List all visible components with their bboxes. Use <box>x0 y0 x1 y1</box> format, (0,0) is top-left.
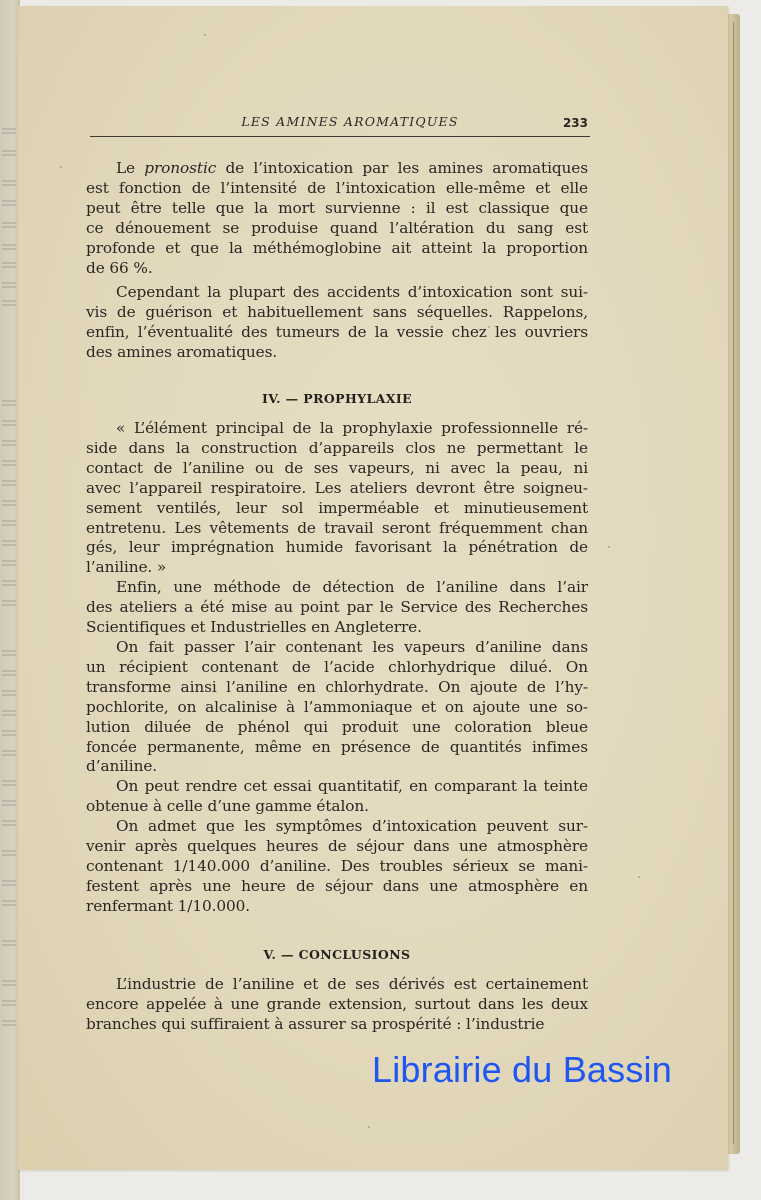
text-line: peut être telle que la mort survienne : il est classique que <box>86 198 588 217</box>
text-line: profonde et que la méthémoglobine ait atteint la proportion <box>86 238 588 257</box>
paper-speck <box>60 166 62 168</box>
paper-speck <box>638 876 640 878</box>
previous-page-text-fragment <box>2 420 16 428</box>
paragraph <box>86 638 588 777</box>
previous-page-text-fragment <box>2 440 16 448</box>
text-line: Enfin, une méthode de détection de l’aniline dans l’air <box>116 578 588 597</box>
paragraph <box>86 419 588 578</box>
text-line: renfermant 1/10.000. <box>86 896 251 915</box>
text-line: des ateliers a été mise au point par le Service des Recherches <box>86 598 588 617</box>
text-line: est fonction de l’intensité de l’intoxication elle-même et elle <box>86 178 588 197</box>
paper-speck <box>608 546 610 548</box>
text-line: contenant 1/140.000 d’aniline. Des troubles sérieux se mani- <box>86 856 588 875</box>
previous-page-text-fragment <box>2 460 16 468</box>
text-line: branches qui suffiraient à assurer sa prospérité : l’industrie <box>86 1014 545 1033</box>
text-run: de l’intoxication par les amines aromatiques <box>216 159 589 177</box>
text-line: venir après quelques heures de séjour dans une atmosphère <box>86 837 588 856</box>
previous-page-text-fragment <box>2 244 16 252</box>
previous-page-text-fragment <box>2 1000 16 1008</box>
text-line: avec l’appareil respiratoire. Les ateliers devront être soigneu- <box>86 478 588 497</box>
previous-page-text-fragment <box>2 128 16 136</box>
paragraph <box>86 975 588 1035</box>
text-line <box>86 159 588 179</box>
section-heading-conclusions: V. — CONCLUSIONS <box>263 947 411 962</box>
text-line: foncée permanente, même en présence de quantités infimes <box>86 737 588 756</box>
text-run: Le <box>116 159 145 177</box>
watermark-text: Librairie du Bassin <box>372 1049 672 1090</box>
previous-page-text-fragment <box>2 780 16 788</box>
text-line: gés, leur imprégnation humide favorisant la pénétration de <box>86 538 588 557</box>
text-line: vis de guérison et habituellement sans séquelles. Rappelons, <box>86 303 588 322</box>
section-heading-prophylaxie: IV. — PROPHYLAXIE <box>261 391 413 406</box>
previous-page-edge <box>0 0 20 1200</box>
text-line: d’aniline. <box>86 757 158 776</box>
previous-page-text-fragment <box>2 500 16 508</box>
previous-page-text-fragment <box>2 1020 16 1028</box>
text-line: On fait passer l’air contenant les vapeurs d’aniline dans <box>116 637 588 656</box>
text-line: transforme ainsi l’aniline en chlorhydrate. On ajoute de l’hy- <box>86 677 588 696</box>
previous-page-text-fragment <box>2 710 16 718</box>
text-line: Cependant la plupart des accidents d’intoxication sont sui- <box>116 283 588 302</box>
previous-page-text-fragment <box>2 560 16 568</box>
text-line: encore appelée à une grande extension, surtout dans les deux <box>86 994 588 1013</box>
previous-page-text-fragment <box>2 850 16 858</box>
previous-page-text-fragment <box>2 800 16 808</box>
previous-page-text-fragment <box>2 540 16 548</box>
previous-page-text-fragment <box>2 750 16 758</box>
previous-page-text-fragment <box>2 262 16 270</box>
previous-page-text-fragment <box>2 150 16 158</box>
text-line: On peut rendre cet essai quantitatif, en comparant la teinte <box>116 777 588 796</box>
paragraph <box>86 159 588 278</box>
previous-page-text-fragment <box>2 300 16 308</box>
previous-page-text-fragment <box>2 222 16 230</box>
text-line: obtenue à celle d’une gamme étalon. <box>86 797 369 816</box>
text-line: l’aniline. » <box>86 558 167 577</box>
paragraph <box>86 578 588 638</box>
paper-speck <box>368 1126 370 1128</box>
text-line: On admet que les symptômes d’intoxication peuvent sur- <box>116 817 588 836</box>
previous-page-text-fragment <box>2 670 16 678</box>
previous-page-text-fragment <box>2 580 16 588</box>
previous-page-text-fragment <box>2 180 16 188</box>
text-line: contact de l’aniline ou de ses vapeurs, ni avec la peau, ni <box>86 458 588 477</box>
text-line: L’industrie de l’aniline et de ses dérivés est certainement <box>116 975 588 993</box>
running-title: LES AMINES AROMATIQUES <box>241 114 459 129</box>
running-head <box>90 110 590 137</box>
page-number: 233 <box>562 116 588 130</box>
previous-page-text-fragment <box>2 400 16 408</box>
paragraph <box>86 817 588 917</box>
text-line: entretenu. Les vêtements de travail seront fréquemment chan <box>86 518 588 537</box>
text-line: festent après une heure de séjour dans une atmosphère en <box>86 876 588 895</box>
intro-text-block <box>86 159 588 363</box>
text-line: pochlorite, on alcalinise à l’ammoniaque et on ajoute une so- <box>86 697 588 716</box>
previous-page-text-fragment <box>2 980 16 988</box>
text-line: de 66 %. <box>86 258 153 277</box>
previous-page-text-fragment <box>2 730 16 738</box>
italic-term: pronostic <box>144 159 217 177</box>
text-line: enfin, l’éventualité des tumeurs de la vessie chez les ouvriers <box>86 323 588 342</box>
previous-page-text-fragment <box>2 900 16 908</box>
paper-speck <box>204 34 206 36</box>
text-line: lution diluée de phénol qui produit une coloration bleue <box>86 717 588 736</box>
previous-page-text-fragment <box>2 880 16 888</box>
text-line: sement ventilés, leur sol imperméable et minutieusement <box>86 498 588 517</box>
text-line: un récipient contenant de l’acide chlorhydrique dilué. On <box>86 657 588 676</box>
prophylaxie-text-block <box>86 419 588 917</box>
previous-page-text-fragment <box>2 200 16 208</box>
previous-page-text-fragment <box>2 940 16 948</box>
text-line: des amines aromatiques. <box>86 343 278 362</box>
previous-page-text-fragment <box>2 480 16 488</box>
text-line: Scientifiques et Industrielles en Angleterre. <box>86 618 422 637</box>
previous-page-text-fragment <box>2 600 16 608</box>
previous-page-text-fragment <box>2 282 16 290</box>
conclusions-text-block <box>86 975 588 1035</box>
previous-page-text-fragment <box>2 650 16 658</box>
previous-page-text-fragment <box>2 520 16 528</box>
text-line: « L’élément principal de la prophylaxie professionnelle ré- <box>116 419 588 437</box>
previous-page-text-fragment <box>2 690 16 698</box>
text-line: ce dénouement se produise quand l’altération du sang est <box>86 218 588 237</box>
paragraph <box>86 283 588 363</box>
previous-page-text-fragment <box>2 820 16 828</box>
paragraph <box>86 777 588 817</box>
text-line: side dans la construction d’appareils clos ne permettant le <box>86 438 588 457</box>
